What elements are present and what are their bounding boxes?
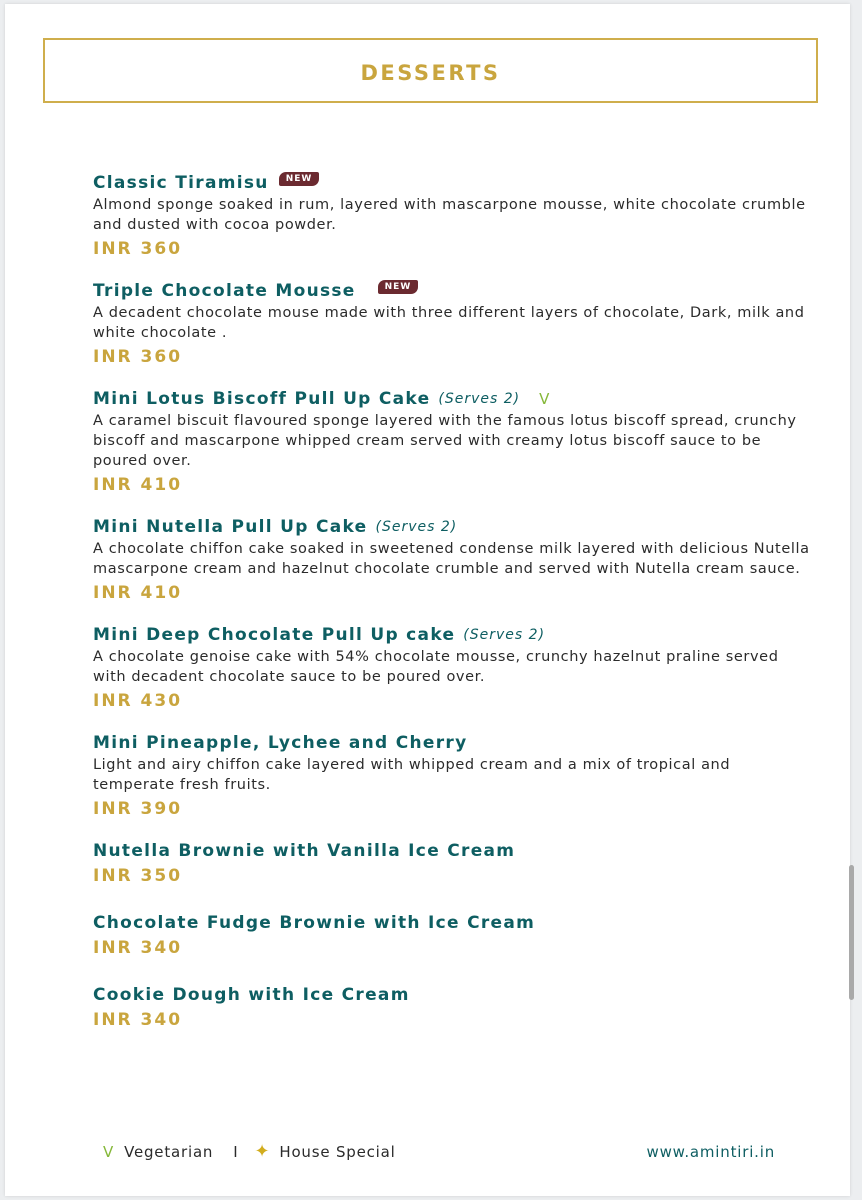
item-price: INR 390 bbox=[93, 799, 183, 819]
serves-note: (Serves 2) bbox=[438, 391, 521, 407]
new-badge: NEW bbox=[279, 172, 320, 186]
legend-separator: I bbox=[233, 1142, 239, 1161]
vegetarian-mark: V bbox=[539, 390, 550, 408]
menu-item bbox=[93, 172, 813, 260]
menu-item bbox=[93, 280, 813, 368]
item-name: Triple Chocolate Mousse bbox=[93, 281, 356, 301]
serves-note: (Serves 2) bbox=[375, 519, 458, 535]
menu-item bbox=[93, 984, 813, 1031]
item-description: A chocolate chiffon cake soaked in sweetened condense milk layered with delicious Nutella mascarpone cream and hazelnut chocolate crumble and served with Nutella cream sauce. bbox=[93, 541, 810, 577]
item-name: Mini Nutella Pull Up Cake bbox=[93, 517, 368, 537]
item-name: Mini Deep Chocolate Pull Up cake bbox=[93, 625, 456, 645]
item-price: INR 350 bbox=[93, 866, 183, 886]
section-title: DESSERTS bbox=[360, 60, 501, 85]
menu-item bbox=[93, 624, 813, 712]
item-name: Mini Pineapple, Lychee and Cherry bbox=[93, 733, 468, 753]
item-price: INR 410 bbox=[93, 475, 183, 495]
item-name: Chocolate Fudge Brownie with Ice Cream bbox=[93, 913, 536, 933]
item-description: A decadent chocolate mouse made with three different layers of chocolate, Dark, milk and white chocolate . bbox=[93, 305, 805, 341]
vegetarian-label: Vegetarian bbox=[124, 1142, 214, 1161]
item-description: Almond sponge soaked in rum, layered with mascarpone mousse, white chocolate crumble and dusted with cocoa powder. bbox=[93, 197, 806, 233]
item-price: INR 360 bbox=[93, 347, 183, 367]
item-name: Nutella Brownie with Vanilla Ice Cream bbox=[93, 841, 516, 861]
house-special-label: House Special bbox=[279, 1142, 396, 1161]
item-description: A chocolate genoise cake with 54% chocolate mousse, crunchy hazelnut praline served with decadent chocolate sauce to be poured over. bbox=[93, 649, 779, 685]
menu-item bbox=[93, 516, 813, 604]
menu-item bbox=[93, 732, 813, 820]
item-description: Light and airy chiffon cake layered with whipped cream and a mix of tropical and temperate fresh fruits. bbox=[93, 757, 731, 793]
serves-note: (Serves 2) bbox=[463, 627, 546, 643]
new-badge: NEW bbox=[378, 280, 419, 294]
vegetarian-icon: V bbox=[103, 1142, 115, 1161]
legend bbox=[103, 1141, 396, 1162]
item-price: INR 410 bbox=[93, 583, 183, 603]
item-price: INR 430 bbox=[93, 691, 183, 711]
item-name: Mini Lotus Biscoff Pull Up Cake bbox=[93, 389, 431, 409]
item-price: INR 340 bbox=[93, 1010, 183, 1030]
item-name: Cookie Dough with Ice Cream bbox=[93, 985, 410, 1005]
menu-item bbox=[93, 388, 813, 496]
website-link[interactable]: www.amintiri.in bbox=[646, 1142, 775, 1161]
vertical-scrollbar[interactable] bbox=[849, 865, 854, 1000]
item-description: A caramel biscuit flavoured sponge layered with the famous lotus biscoff spread, crunchy biscoff and mascarpone whipped cream served with creamy lotus biscoff sauce to be poured over. bbox=[93, 413, 797, 469]
item-price: INR 340 bbox=[93, 938, 183, 958]
house-special-icon: ✦ bbox=[254, 1141, 271, 1162]
section-header bbox=[43, 38, 818, 103]
menu-item bbox=[93, 912, 813, 959]
item-price: INR 360 bbox=[93, 239, 183, 259]
item-name: Classic Tiramisu bbox=[93, 173, 269, 193]
dessert-list bbox=[93, 172, 813, 1056]
menu-page bbox=[5, 4, 850, 1196]
menu-item bbox=[93, 840, 813, 887]
menu-footer bbox=[103, 1141, 775, 1162]
